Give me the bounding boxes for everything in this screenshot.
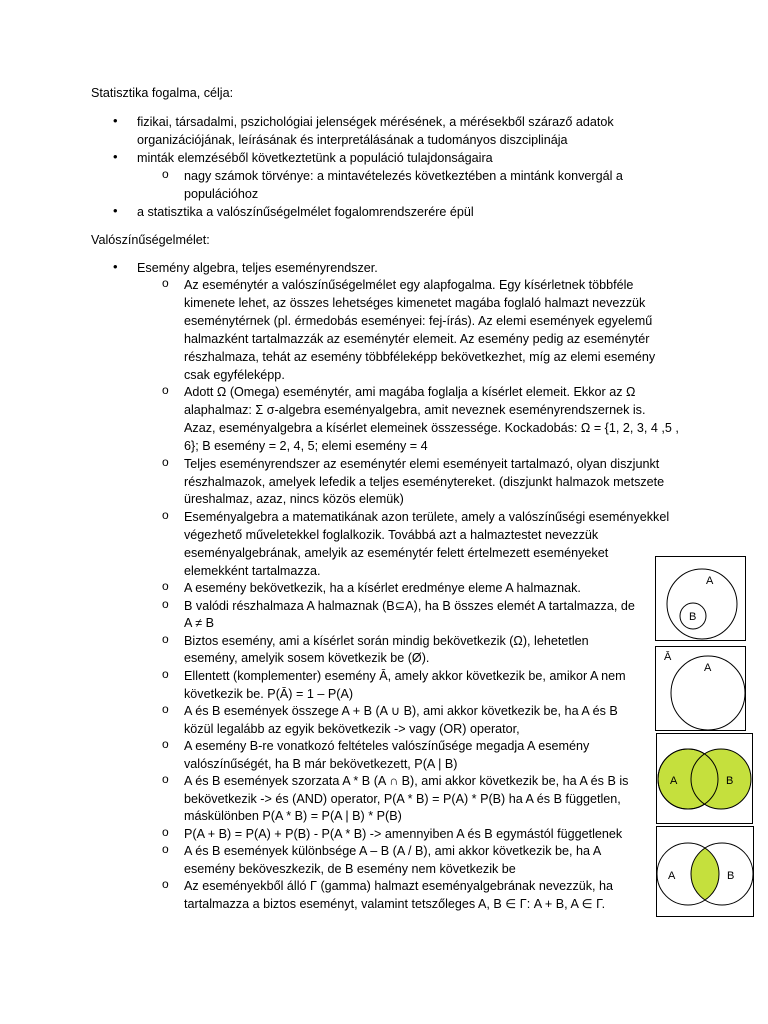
text-line: közül legalább az egyik bekövetkezik -> vagy (OR) operator, bbox=[184, 722, 520, 736]
text-line: A és B események szorzata A * B (A ∩ B), ami akkor következik be, ha A és B is bbox=[184, 774, 629, 788]
set-b-label: B bbox=[726, 775, 734, 787]
text-line: A és B események összege A + B (A ∪ B), ami akkor következik be, ha A és B bbox=[184, 704, 618, 718]
set-a-label: A bbox=[668, 870, 676, 882]
sub-bullet-icon: o bbox=[162, 772, 169, 786]
text-line: eseménytérnek (pl. érmedobás eseményei: fej-írás). Az elemi események egyelemű bbox=[184, 314, 653, 328]
intersection-venn-figure bbox=[656, 826, 754, 917]
text-line: Eseményalgebra a matematikának azon területe, amely a valószínűségi eseményekkel bbox=[184, 510, 670, 524]
text-line: elemekként tartalmazza. bbox=[184, 564, 321, 578]
text-line: Teljes eseményrendszer az eseménytér elemi eseményeit tartalmazó, olyan diszjunkt bbox=[184, 457, 660, 471]
text-line: Ellentett (komplementer) esemény Ā, amely akkor következik be, amikor A nem bbox=[184, 669, 626, 683]
text-line: halmazként tartalmazzák az eseménytér elemeit. Az esemény pedig az eseménytér bbox=[184, 332, 650, 346]
text-line: B valódi részhalmaza A halmaznak (B⊆A), ha B összes elemét A tartalmazza, de bbox=[184, 599, 635, 613]
text-line: A és B események különbsége A – B (A / B), ami akkor következik be, ha A bbox=[184, 844, 602, 858]
union-venn-figure bbox=[656, 733, 753, 824]
set-b-label: B bbox=[689, 611, 697, 623]
text-line: A esemény B-re vonatkozó feltételes valószínűsége megadja A esemény bbox=[184, 739, 590, 753]
text-line: Az eseménytér a valószínűségelmélet egy alapfogalma. Egy kísérletnek többféle bbox=[184, 278, 634, 292]
set-b-circle bbox=[691, 749, 751, 809]
complement-venn-figure bbox=[655, 646, 746, 731]
text-line: 6}; B esemény = 2, 4, 5; elemi esemény = 4 bbox=[184, 439, 428, 453]
bullet-icon: • bbox=[113, 203, 118, 218]
sub-bullet-icon: o bbox=[162, 508, 169, 522]
text-line: üreshalmaz, azaz, nincs közös elemük) bbox=[184, 492, 404, 506]
section-heading-statisztika: Statisztika fogalma, célja: bbox=[91, 86, 234, 100]
sub-bullet-icon: o bbox=[162, 737, 169, 751]
set-a-label: A bbox=[704, 662, 712, 674]
text-line: a statisztika a valószínűségelmélet fogalomrendszerére épül bbox=[137, 205, 474, 219]
text-line: következik be. P(Ā) = 1 – P(A) bbox=[184, 687, 354, 701]
text-line: kimenete lehet, az összes lehetséges kimenetet magába foglaló halmazt nevezzük bbox=[184, 296, 646, 310]
set-a-label: A bbox=[670, 775, 678, 787]
text-line: csak egyféleképp. bbox=[184, 368, 285, 382]
text-line: alaphalmaz: Σ σ-algebra eseményalgebra, amit neveznek eseményrendszernek is. bbox=[184, 403, 646, 417]
text-line: részhalmaza, tehát az esemény többféleképp bekövetkezhet, míg az elemi esemény bbox=[184, 350, 656, 364]
sub-bullet-icon: o bbox=[162, 597, 169, 611]
bullet-icon: • bbox=[113, 259, 118, 274]
text-line: A ≠ B bbox=[184, 616, 215, 630]
sub-bullet-icon: o bbox=[162, 667, 169, 681]
subset-venn-figure bbox=[655, 556, 746, 641]
text-line: tartalmazza a biztos eseményt, valamint tetszőleges A, B ∈ Γ: A + B, A ∈ Γ. bbox=[184, 897, 606, 911]
text-line: valószínűségét, ha B már bekövetkezett, P(A | B) bbox=[184, 757, 458, 771]
text-line: A esemény bekövetkezik, ha a kísérlet eredménye eleme A halmaznak. bbox=[184, 581, 581, 595]
set-b-label: B bbox=[727, 870, 735, 882]
sub-bullet-icon: o bbox=[162, 579, 169, 593]
text-line: populációhoz bbox=[184, 187, 259, 201]
text-line: máskülönben P(A * B) = P(A | B) * P(B) bbox=[184, 809, 402, 823]
text-line: Esemény algebra, teljes eseményrendszer. bbox=[137, 261, 378, 275]
text-line: fizikai, társadalmi, pszichológiai jelenségek mérésének, a mérésekből száraző adatok bbox=[137, 115, 614, 129]
text-line: Adott Ω (Omega) eseménytér, ami magába foglalja a kísérlet elemeit. Ekkor az Ω bbox=[184, 385, 636, 399]
complement-label: Ā bbox=[664, 651, 672, 663]
text-line: Biztos esemény, ami a kísérlet során mindig bekövetkezik (Ω), lehetetlen bbox=[184, 634, 589, 648]
text-line: esemény, amelyik sosem következik be (Ø). bbox=[184, 651, 430, 665]
sub-bullet-icon: o bbox=[162, 702, 169, 716]
text-line: minták elemzéséből következtetünk a populáció tulajdonságaira bbox=[137, 151, 493, 165]
text-line: eseményalgebrának, amelyik az eseménytér felett értelmezett eseményeket bbox=[184, 546, 609, 560]
text-line: Azaz, eseményalgebra a kísérlet elemeinek összessége. Kockadobás: Ω = {1, 2, 3, 4 ,5 , bbox=[184, 421, 679, 435]
sub-bullet-icon: o bbox=[162, 825, 169, 839]
sub-bullet-icon: o bbox=[162, 167, 169, 181]
sub-bullet-icon: o bbox=[162, 632, 169, 646]
sub-bullet-icon: o bbox=[162, 276, 169, 290]
sub-bullet-icon: o bbox=[162, 877, 169, 891]
set-a-circle bbox=[667, 569, 737, 639]
set-a-label: A bbox=[706, 575, 714, 587]
sub-bullet-icon: o bbox=[162, 842, 169, 856]
text-line: P(A + B) = P(A) + P(B) - P(A * B) -> amennyiben A és B egymástól függetlenek bbox=[184, 827, 623, 841]
text-line: Az eseményekből álló Γ (gamma) halmazt eseményalgebrának nevezzük, ha bbox=[184, 879, 614, 893]
bullet-icon: • bbox=[113, 149, 118, 164]
text-line: esemény beköveszkezik, de B esemény nem következik be bbox=[184, 862, 516, 876]
text-line: végezhető műveletekkel foglalkozik. Továbbá azt a halmaztestet nevezzük bbox=[184, 528, 599, 542]
sub-bullet-icon: o bbox=[162, 383, 169, 397]
bullet-icon: • bbox=[113, 113, 118, 128]
sub-bullet-icon: o bbox=[162, 455, 169, 469]
text-line: részhalmazok, amelyek lefedik a teljes eseménytereket. (diszjunkt halmazok metszete bbox=[184, 475, 665, 489]
section-heading-valoszinusegelmelet: Valószínűségelmélet: bbox=[91, 233, 210, 247]
text-line: nagy számok törvénye: a mintavételezés következtében a mintánk konvergál a bbox=[184, 169, 623, 183]
text-line: organizációjának, leírásának és interpretálásának a tudományos diszciplinája bbox=[137, 133, 568, 147]
text-line: bekövetkezik -> és (AND) operator, P(A * B) = P(A) * P(B) ha A és B független, bbox=[184, 792, 621, 806]
